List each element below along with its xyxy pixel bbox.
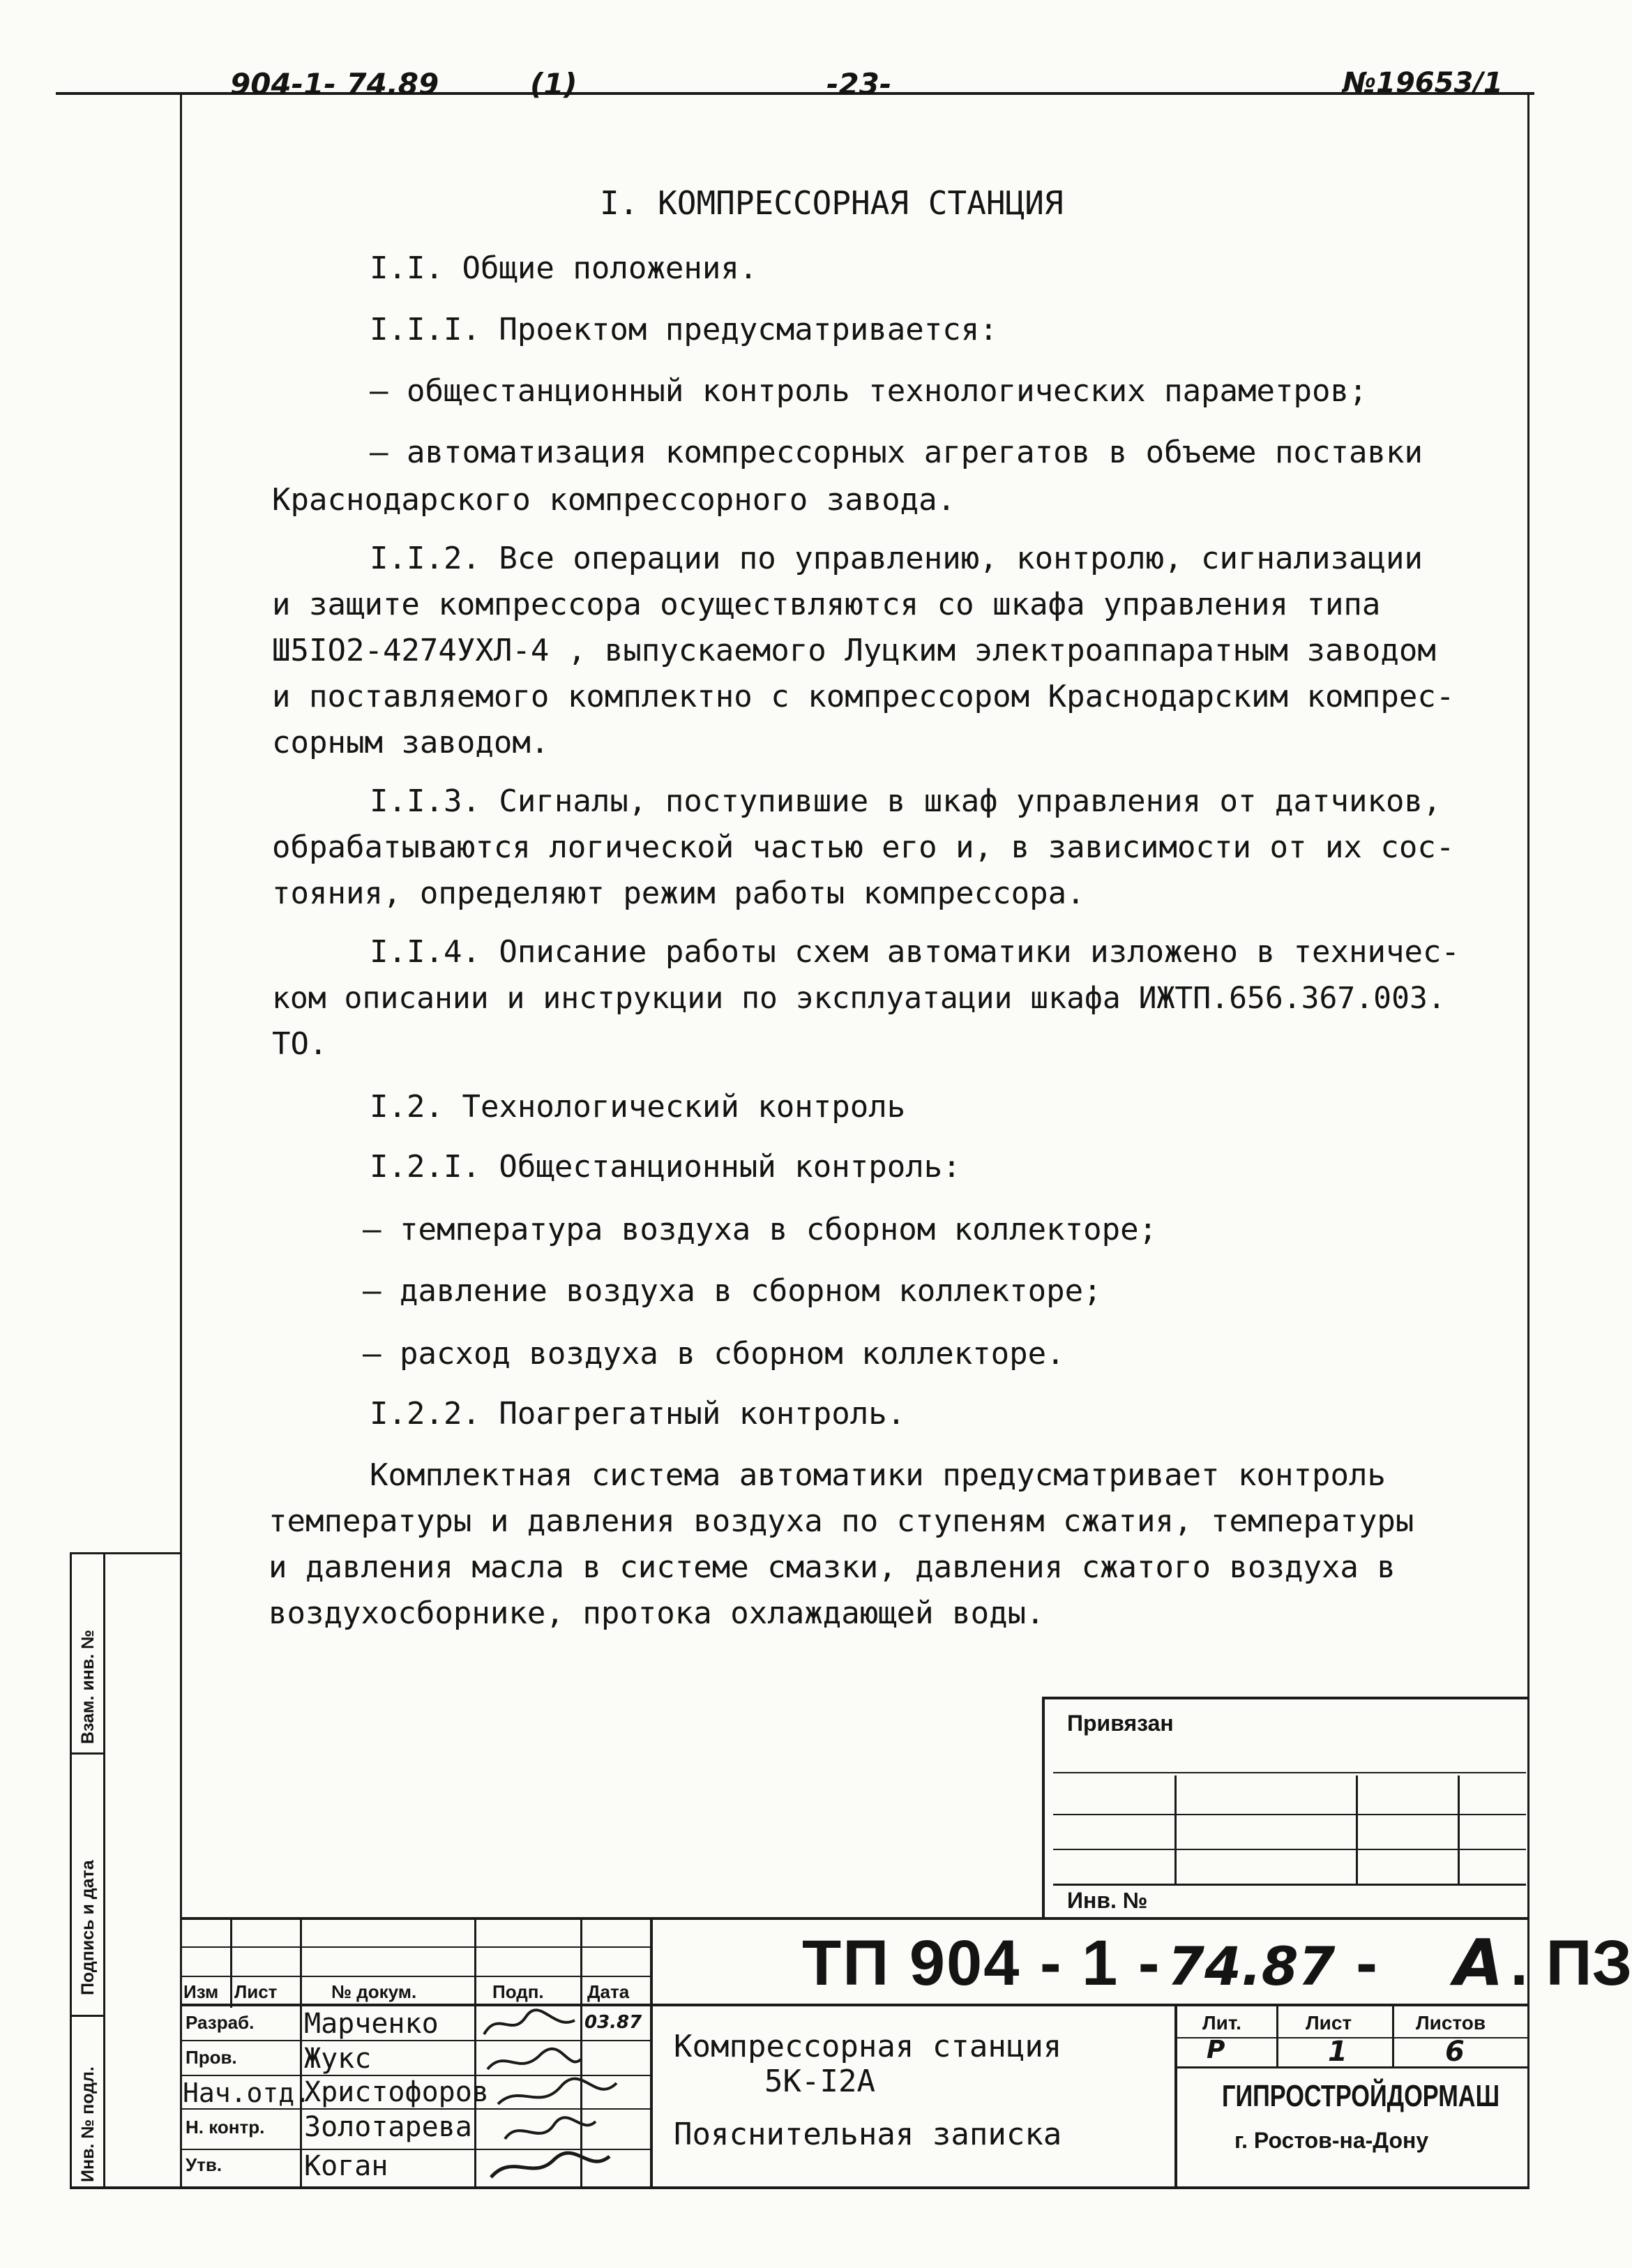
doc-code-dash: - bbox=[1356, 1928, 1377, 1999]
paragraph-line: сорным заводом. bbox=[272, 725, 550, 760]
paragraph-line: – температура воздуха в сборном коллекторе; bbox=[363, 1212, 1158, 1247]
stamp-vrule bbox=[650, 1917, 653, 2188]
side-strip-right bbox=[103, 1552, 105, 2187]
stamp-grid-v bbox=[300, 1917, 302, 2188]
stamp-title-2: 5К-I2А bbox=[764, 2064, 875, 2099]
paragraph-line: – давление воздуха в сборном коллекторе; bbox=[363, 1273, 1102, 1309]
paragraph-line: – расход воздуха в сборном коллекторе. bbox=[363, 1336, 1065, 1372]
name-nach-otd: Христофоров bbox=[304, 2076, 489, 2108]
paragraph-line: Краснодарского компрессорного завода. bbox=[272, 482, 956, 518]
paragraph-line: воздухосборнике, протока охлаждающей воды. bbox=[269, 1595, 1045, 1631]
lit-label: Лит. bbox=[1202, 2012, 1241, 2034]
section-title: I. КОМПРЕССОРНАЯ СТАНЦИЯ bbox=[600, 184, 1064, 222]
paragraph-line: I.I.3. Сигналы, поступившие в шкаф управления от датчиков, bbox=[370, 783, 1442, 819]
paragraph-line: Комплектная система автоматики предусматривает контроль bbox=[370, 1457, 1386, 1493]
paragraph-line: I.2.2. Поагрегатный контроль. bbox=[370, 1396, 906, 1432]
doc-suffix-hand: А bbox=[1453, 1925, 1504, 2000]
paragraph-line: I.2.I. Общестанционный контроль: bbox=[370, 1149, 961, 1185]
paragraph-line: I.2. Технологический контроль bbox=[370, 1089, 906, 1125]
paragraph-line: ТО. bbox=[272, 1026, 328, 1062]
paragraph-line: – общестанционный контроль технологических параметров; bbox=[370, 373, 1368, 409]
paragraph-line: и поставляемого комплектно с компрессором Краснодарским компрес- bbox=[272, 679, 1455, 714]
col-date: Дата bbox=[587, 1981, 630, 2002]
side-label-podpis: Подпись и дата bbox=[78, 1860, 98, 1995]
stamp-vrule bbox=[1174, 2006, 1177, 2188]
side-strip-sep bbox=[70, 2015, 105, 2017]
sheet-label: Лист bbox=[1306, 2012, 1352, 2034]
role-razrab: Разраб. bbox=[186, 2012, 255, 2033]
signature-marks bbox=[477, 2006, 644, 2186]
col-list: Лист bbox=[234, 1981, 278, 2002]
col-podp: Подп. bbox=[492, 1981, 544, 2002]
name-prov: Жукс bbox=[304, 2043, 372, 2075]
name-n-kontr: Золотарева bbox=[304, 2111, 472, 2143]
binding-rule bbox=[1053, 1849, 1526, 1850]
paragraph-line: I.I. Общие положения. bbox=[370, 250, 758, 286]
paragraph-line: I.I.2. Все операции по управлению, контролю, сигнализации bbox=[370, 541, 1423, 576]
paragraph-line: температуры и давления воздуха по ступеням сжатия, температуры bbox=[269, 1503, 1414, 1539]
sheet-value: 1 bbox=[1328, 2036, 1347, 2068]
sheets-value: 6 bbox=[1445, 2036, 1465, 2068]
side-strip-left bbox=[70, 1552, 72, 2187]
stamp-hrule bbox=[180, 2004, 1527, 2006]
stamp-vrule bbox=[1276, 2006, 1278, 2068]
side-strip-top bbox=[70, 1552, 181, 1554]
date-razrab: 03.87 bbox=[584, 2012, 642, 2033]
stamp-hrule bbox=[1174, 2037, 1527, 2038]
side-label-inv-podl: Инв. № подл. bbox=[78, 2066, 98, 2182]
paragraph-line: тояния, определяют режим работы компрессора. bbox=[272, 876, 1085, 911]
binding-vrule bbox=[1458, 1775, 1460, 1884]
binding-rule bbox=[1053, 1814, 1526, 1815]
header-left-code: 904-1- 74.89 bbox=[230, 67, 439, 101]
lit-value: Р bbox=[1207, 2036, 1225, 2064]
org-city: г. Ростов-на-Дону bbox=[1234, 2128, 1429, 2153]
paragraph-line: обрабатываются логической частью его и, в зависимости от их сос- bbox=[272, 829, 1455, 865]
stamp-title-1: Компрессорная станция bbox=[674, 2029, 1062, 2064]
paragraph-line: и защите компрессора осуществляются со шкафа управления типа bbox=[272, 587, 1381, 622]
stamp-grid-v bbox=[230, 1917, 232, 2008]
doc-suffix-print: . ПЗ bbox=[1510, 1928, 1632, 1999]
paragraph-line: I.I.I. Проектом предусматривается: bbox=[370, 312, 998, 347]
binding-title: Привязан bbox=[1067, 1711, 1174, 1736]
paragraph-line: – автоматизация компрессорных агрегатов в объеме поставки bbox=[370, 435, 1423, 470]
side-strip-sep bbox=[70, 1752, 105, 1755]
paragraph-line: Ш5IО2-4274УХЛ-4 , выпускаемого Луцким электроаппаратным заводом bbox=[272, 633, 1436, 668]
name-razrab: Марченко bbox=[304, 2008, 439, 2040]
header-page-number: -23- bbox=[826, 67, 892, 101]
name-utv: Коган bbox=[304, 2150, 388, 2182]
paragraph-line: ком описании и инструкции по эксплуатации шкафа ИЖТП.656.367.003. bbox=[272, 981, 1446, 1016]
role-utv: Утв. bbox=[186, 2154, 222, 2175]
stamp-vrule bbox=[1392, 2006, 1394, 2068]
header-right-code: №19653/1 bbox=[1343, 67, 1503, 99]
doc-code-hand: 74.87 bbox=[1168, 1935, 1336, 1997]
binding-inv-label: Инв. № bbox=[1067, 1888, 1148, 1913]
stamp-hrule bbox=[1174, 2066, 1527, 2068]
binding-rule bbox=[1053, 1772, 1526, 1773]
binding-rule bbox=[1053, 1884, 1526, 1886]
header-issue: (1) bbox=[530, 67, 577, 101]
stamp-title-3: Пояснительная записка bbox=[674, 2117, 1062, 2152]
role-prov: Пров. bbox=[186, 2047, 237, 2068]
sheets-label: Листов bbox=[1416, 2012, 1486, 2034]
doc-code bbox=[802, 1925, 1632, 2000]
paragraph-line: и давления масла в системе смазки, давления сжатого воздуха в bbox=[269, 1549, 1396, 1585]
binding-vrule bbox=[1356, 1775, 1358, 1884]
role-n-kontr: Н. контр. bbox=[186, 2117, 265, 2138]
frame-left bbox=[180, 95, 182, 2188]
col-izm: Изм bbox=[183, 1981, 219, 2002]
role-nach-otd: Нач.отд. bbox=[183, 2078, 311, 2108]
org-name: ГИПРОСТРОЙДОРМАШ bbox=[1222, 2079, 1500, 2113]
binding-vrule bbox=[1174, 1775, 1177, 1884]
paragraph-line: I.I.4. Описание работы схем автоматики изложено в техничес- bbox=[370, 934, 1460, 970]
stamp-grid-h bbox=[180, 1946, 651, 1948]
stamp-grid-v bbox=[474, 1917, 476, 2188]
side-label-vzam: Взам. инв. № bbox=[78, 1629, 98, 1744]
doc-code-print: ТП 904 - 1 - bbox=[802, 1928, 1161, 1999]
col-doc: № докум. bbox=[331, 1981, 417, 2002]
stamp-grid-h bbox=[180, 1976, 651, 1977]
